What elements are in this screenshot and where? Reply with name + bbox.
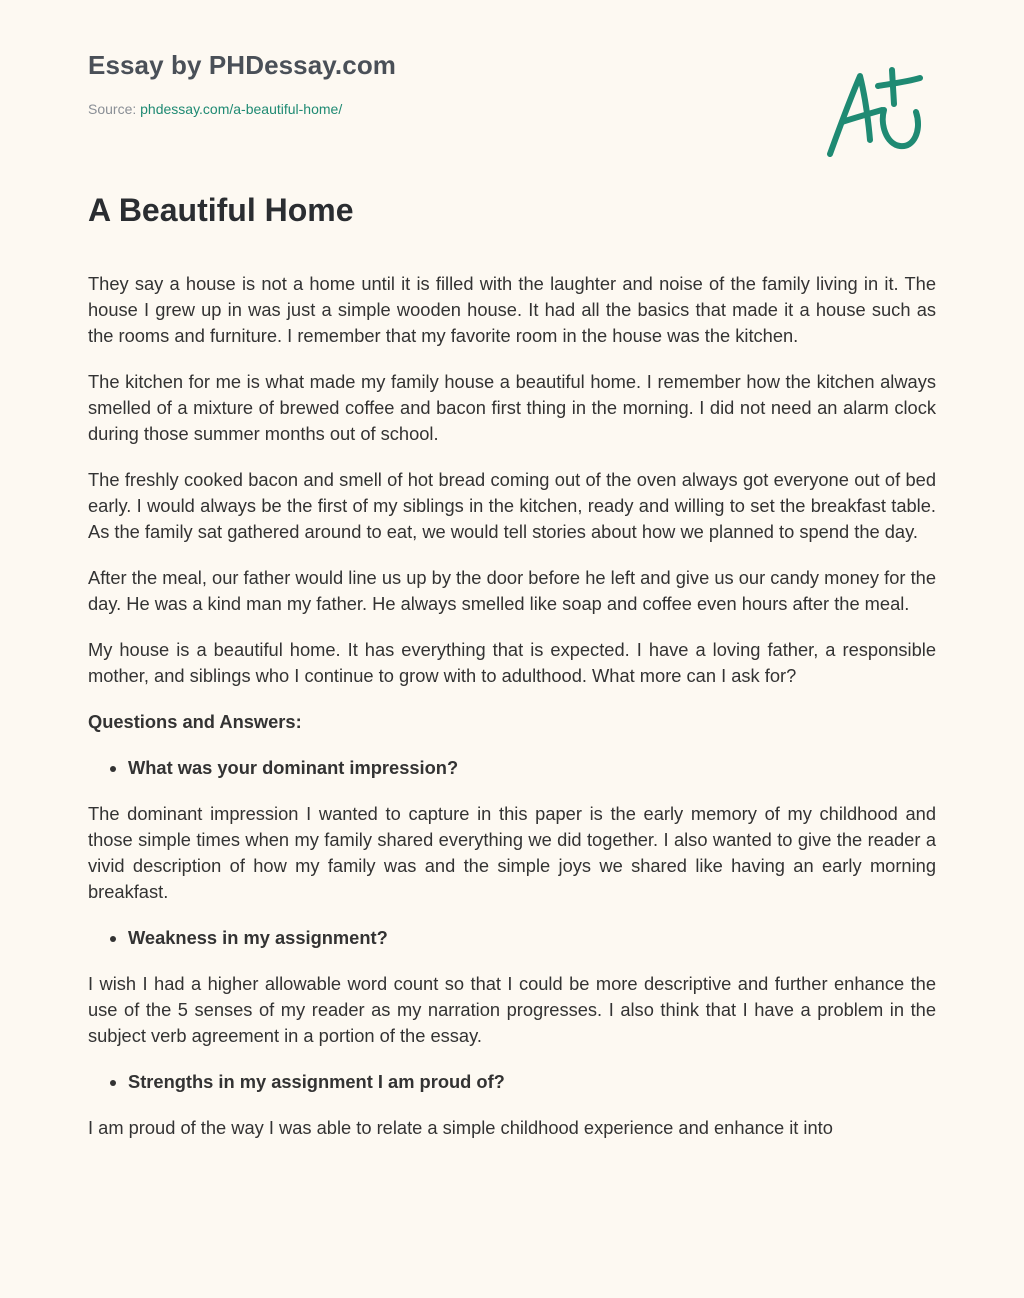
source-link[interactable]: phdessay.com/a-beautiful-home/	[140, 101, 343, 117]
question-list	[88, 1069, 936, 1095]
essay-title: A Beautiful Home	[88, 192, 354, 228]
body-paragraph: After the meal, our father would line us up by the door before he left and give us our candy money for the day. He was a kind man my father. He always smelled like soap and coffee even hours after the meal.	[88, 567, 936, 614]
question-item: • Strengths in my assignment I am proud of?	[128, 1069, 936, 1095]
answer-paragraph: I wish I had a higher allowable word count so that I could be more descriptive and further enhance the use of the 5 senses of my reader as my narration progresses. I also think that I have a problem in the subject verb agreement in a portion of the essay.	[88, 973, 936, 1046]
qa-heading: Questions and Answers:	[88, 711, 302, 732]
question-list	[88, 755, 936, 781]
source-line	[88, 101, 342, 117]
body-paragraph: The freshly cooked bacon and smell of hot bread coming out of the oven always got everyone out of bed early. I would always be the first of my siblings in the kitchen, ready and willing to set the breakfast table. As the family sat gathered around to eat, we would tell stories about how we planned to spend the day.	[88, 469, 936, 542]
body-paragraph: The kitchen for me is what made my family house a beautiful home. I remember how the kitchen always smelled of a mixture of brewed coffee and bacon first thing in the morning. I did not need an alarm clock during those summer months out of school.	[88, 371, 936, 444]
question-item: • What was your dominant impression?	[128, 755, 936, 781]
question-list	[88, 925, 936, 951]
site-brand: Essay by PHDessay.com	[88, 50, 397, 80]
a-plus-grade-icon	[820, 62, 930, 162]
source-label: Source:	[88, 101, 141, 117]
answer-paragraph: The dominant impression I wanted to capture in this paper is the early memory of my childhood and those simple times when my family shared everything we did together. I also wanted to give the reader a vivid description of how my family was and the simple joys we shared like having an early morning breakfast.	[88, 803, 936, 902]
answer-paragraph: I am proud of the way I was able to relate a simple childhood experience and enhance it into	[88, 1117, 833, 1138]
body-paragraph: They say a house is not a home until it is filled with the laughter and noise of the family living in it. The house I grew up in was just a simple wooden house. It had all the basics that made it a house such as the rooms and furniture. I remember that my favorite room in the house was the kitchen.	[88, 273, 936, 346]
question-item: • Weakness in my assignment?	[128, 925, 936, 951]
body-paragraph: My house is a beautiful home. It has everything that is expected. I have a loving father, a responsible mother, and siblings who I continue to grow with to adulthood. What more can I ask for?	[88, 639, 936, 686]
essay-body	[88, 271, 936, 1161]
